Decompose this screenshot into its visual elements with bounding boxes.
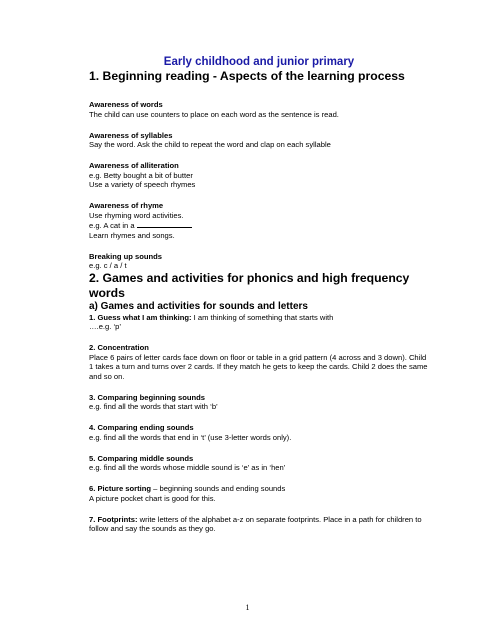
item-title: Awareness of syllables — [89, 130, 173, 140]
item-footprints — [89, 515, 429, 534]
item-text: A picture pocket chart is good for this. — [89, 493, 216, 503]
item-comparing-beginning-sounds — [89, 393, 429, 412]
item-text: Place 6 pairs of letter cards face down on floor or table in a grid pattern (4 across and 3 down). Child 1 takes a turn and turns over 2 cards. If they match he gets to keep the cards. Child 2 does the same and so on. — [89, 352, 428, 381]
item-text: e.g. find all the words whose middle sound is ‘e’ as in ‘hen’ — [89, 463, 286, 472]
item-text: write letters of the alphabet a-z on separate footprints. Place in a path for children to follow and say the sounds as they go. — [89, 514, 422, 533]
item-picture-sorting — [89, 484, 429, 503]
item-text: Use a variety of speech rhymes — [89, 180, 196, 189]
item-paragraph — [89, 515, 429, 534]
item-title: 6. Picture sorting — [89, 484, 152, 493]
subsection-a-heading: a) Games and activities for sounds and letters — [89, 300, 308, 312]
section-2-heading: 2. Games and activities for phonics and high frequency words — [89, 270, 410, 300]
item-awareness-of-alliteration — [89, 161, 429, 190]
item-title: Awareness of rhyme — [89, 201, 164, 210]
item-title: Breaking up sounds — [89, 251, 162, 261]
item-text: ….e.g. ‘p’ — [89, 322, 122, 331]
item-concentration — [89, 343, 429, 381]
item-title: 7. Footprints: — [89, 514, 138, 524]
item-guess-what-i-am-thinking — [89, 313, 429, 332]
item-awareness-of-rhyme — [89, 201, 429, 240]
item-awareness-of-words — [89, 100, 429, 119]
item-text: e.g. find all the words that end in ‘t’ (use 3-letter words only). — [89, 432, 292, 442]
item-text: Use rhyming word activities. — [89, 210, 184, 220]
item-text: e.g. Betty bought a bit of butter — [89, 170, 193, 180]
item-title: 4. Comparing ending sounds — [89, 423, 194, 432]
item-title: 2. Concentration — [89, 343, 149, 352]
item-text: e.g. find all the words that start with ‘b’ — [89, 402, 218, 411]
page-number: 1 — [245, 603, 250, 612]
item-text: I am thinking of something that starts with — [191, 312, 334, 322]
fill-in-blank — [137, 220, 192, 228]
item-title: Awareness of alliteration — [89, 161, 179, 170]
section-1-heading: 1. Beginning reading - Aspects of the learning process — [89, 69, 405, 83]
item-awareness-of-syllables — [89, 131, 429, 150]
item-text: – beginning sounds and ending sounds — [151, 484, 286, 493]
item-title: 1. Guess what I am thinking: — [89, 312, 192, 322]
page-content — [89, 55, 429, 534]
item-comparing-middle-sounds — [89, 454, 429, 473]
item-comparing-ending-sounds — [89, 423, 429, 442]
item-text-with-blank — [89, 220, 429, 231]
item-text: Say the word. Ask the child to repeat the word and clap on each syllable — [89, 140, 331, 149]
item-paragraph — [89, 484, 429, 494]
item-title: Awareness of words — [89, 100, 163, 109]
item-text: The child can use counters to place on each word as the sentence is read. — [89, 109, 339, 119]
item-paragraph — [89, 313, 429, 323]
item-title: 3. Comparing beginning sounds — [89, 392, 206, 402]
item-text: e.g. A cat in a — [89, 221, 135, 230]
item-text: e.g. c / a / t — [89, 261, 127, 270]
document-title: Early childhood and junior primary — [163, 56, 355, 68]
item-text: Learn rhymes and songs. — [89, 230, 175, 240]
item-breaking-up-sounds — [89, 252, 429, 271]
item-title: 5. Comparing middle sounds — [89, 453, 194, 463]
